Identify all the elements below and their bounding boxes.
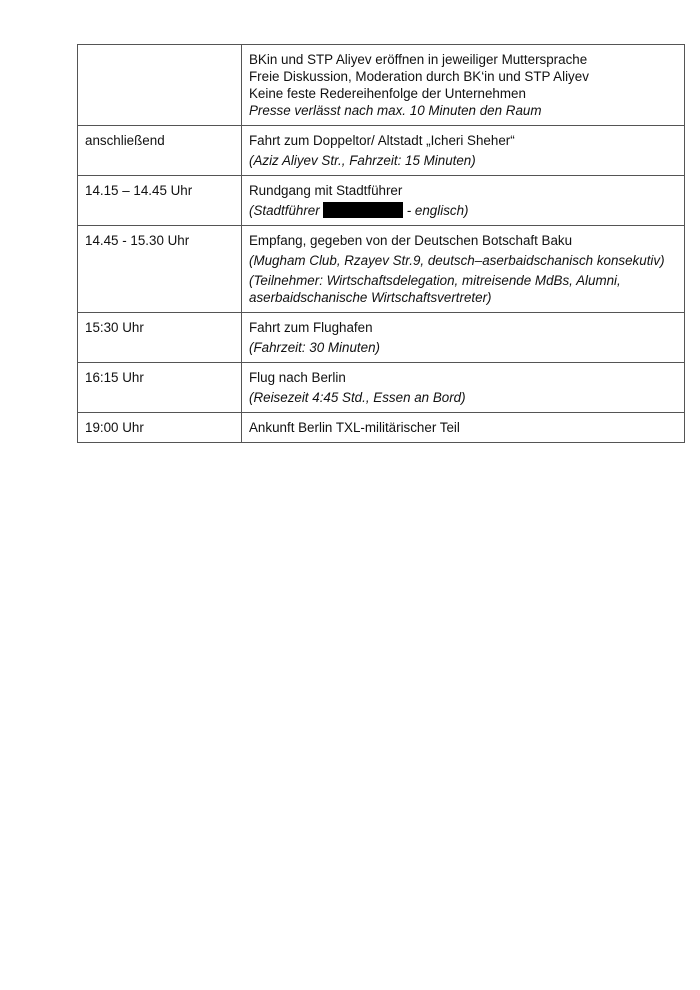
time-cell: 15:30 Uhr [78, 313, 242, 363]
schedule-row [78, 413, 685, 443]
description-cell [242, 45, 685, 126]
description-note: (Teilnehmer: Wirtschaftsdelegation, mitreisende MdBs, Alumni, aserbaidschanische Wirtschaftsvertreter) [249, 273, 621, 305]
schedule-row [78, 126, 685, 176]
schedule-table [77, 44, 685, 443]
description-cell [242, 126, 685, 176]
description-cell [242, 226, 685, 313]
description-note: (Mugham Club, Rzayev Str.9, deutsch–aserbaidschanisch konsekutiv) [249, 253, 665, 268]
time-cell: 16:15 Uhr [78, 363, 242, 413]
description-line: Keine feste Redereihenfolge der Unternehmen [249, 86, 526, 101]
description-line: BKin und STP Aliyev eröffnen in jeweiliger Muttersprache [249, 52, 588, 67]
time-cell: 19:00 Uhr [78, 413, 242, 443]
time-cell: 14.45 - 15.30 Uhr [78, 226, 242, 313]
time-cell: anschließend [78, 126, 242, 176]
schedule-row [78, 363, 685, 413]
description-line: Rundgang mit Stadtführer [249, 183, 403, 198]
description-note [249, 202, 678, 219]
schedule-row [78, 313, 685, 363]
guide-suffix: - englisch) [406, 203, 469, 218]
description-line: Freie Diskussion, Moderation durch BK‘in und STP Aliyev [249, 69, 589, 84]
description-note: (Reisezeit 4:45 Std., Essen an Bord) [249, 390, 466, 405]
description-cell [242, 176, 685, 226]
description-line: Flug nach Berlin [249, 370, 346, 385]
description-line: Empfang, gegeben von der Deutschen Botschaft Baku [249, 233, 573, 248]
guide-prefix: (Stadtführer [249, 203, 320, 218]
description-note: Presse verlässt nach max. 10 Minuten den Raum [249, 103, 542, 118]
description-note: (Fahrzeit: 30 Minuten) [249, 340, 380, 355]
description-cell [242, 413, 685, 443]
description-cell [242, 363, 685, 413]
redaction-bar [323, 202, 403, 218]
description-line: Fahrt zum Doppeltor/ Altstadt „Icheri Sheher“ [249, 133, 515, 148]
schedule-row [78, 176, 685, 226]
description-cell [242, 313, 685, 363]
schedule-row [78, 45, 685, 126]
description-note: (Aziz Aliyev Str., Fahrzeit: 15 Minuten) [249, 153, 476, 168]
schedule-row [78, 226, 685, 313]
time-cell [78, 45, 242, 126]
time-cell: 14.15 – 14.45 Uhr [78, 176, 242, 226]
description-line: Ankunft Berlin TXL-militärischer Teil [249, 420, 460, 435]
description-line: Fahrt zum Flughafen [249, 320, 373, 335]
